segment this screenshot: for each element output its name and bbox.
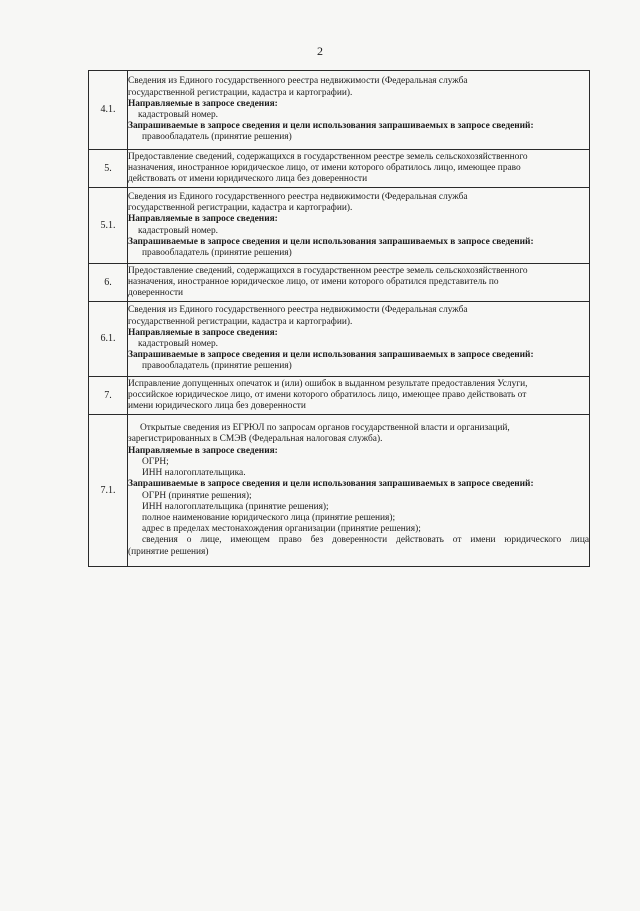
table-row	[89, 71, 590, 150]
row-content	[128, 377, 590, 415]
text-line: кадастровый номер.	[138, 339, 218, 349]
text-line: государственной регистрации, кадастра и картографии).	[128, 316, 353, 327]
row-content	[128, 264, 590, 302]
text-line: сведения о лице, имеющем право без доверенности действовать от имени юридического лица	[142, 535, 589, 546]
text-line: Исправление допущенных опечаток и (или) ошибок в выданном результате предоставления Услуги,	[128, 378, 528, 389]
row-content	[128, 415, 590, 567]
text-line: Сведения из Единого государственного реестра недвижимости (Федеральная служба	[128, 191, 468, 202]
services-table	[88, 70, 590, 567]
text-line: (принятие решения)	[128, 546, 209, 557]
row-content	[128, 188, 590, 264]
text-line: Предоставление сведений, содержащихся в государственном реестре земель сельскохозяйственного	[128, 151, 528, 162]
text-line: назначения, иностранное юридическое лицо, от имени которого обратился представитель по	[128, 276, 499, 287]
row-number: 4.1.	[89, 71, 128, 150]
text-line: адрес в пределах местонахождения организации (принятие решения);	[142, 524, 421, 535]
page-number: 2	[317, 44, 323, 58]
text-line: кадастровый номер.	[138, 225, 218, 236]
section-heading: Запрашиваемые в запросе сведения и цели использования запрашиваемых в запросе сведений:	[128, 479, 534, 490]
text-line: полное наименование юридического лица (принятие решения);	[142, 512, 396, 523]
row-number: 7.1.	[89, 415, 128, 567]
table-row	[89, 150, 590, 188]
table-row	[89, 188, 590, 264]
text-line: государственной регистрации, кадастра и картографии).	[128, 87, 353, 98]
text-line: кадастровый номер.	[138, 110, 218, 120]
text-line: государственной регистрации, кадастра и картографии).	[128, 203, 353, 214]
row-number: 5.	[89, 150, 128, 188]
row-content	[128, 302, 590, 377]
row-content	[128, 71, 590, 150]
section-heading: Направляемые в запросе сведения:	[128, 327, 278, 338]
row-number: 7.	[89, 377, 128, 415]
section-heading: Запрашиваемые в запросе сведения и цели использования запрашиваемых в запросе сведений:	[128, 121, 534, 132]
text-line: ОГРН (принятие решения);	[142, 490, 252, 501]
text-line: Сведения из Единого государственного реестра недвижимости (Федеральная служба	[128, 305, 468, 316]
text-line: правообладатель (принятие решения)	[142, 247, 292, 258]
text-line: назначения, иностранное юридическое лицо, от имени которого обратилось лицо, имеющее право	[128, 162, 521, 173]
table-row	[89, 377, 590, 415]
section-heading: Направляемые в запросе сведения:	[128, 98, 278, 109]
text-line: правообладатель (принятие решения)	[142, 132, 292, 143]
row-number: 6.1.	[89, 302, 128, 377]
text-line: ИНН налогоплательщика (принятие решения);	[142, 501, 329, 512]
section-heading: Направляемые в запросе сведения:	[128, 445, 278, 456]
table-row	[89, 264, 590, 302]
section-heading: Запрашиваемые в запросе сведения и цели использования запрашиваемых в запросе сведений:	[128, 236, 534, 247]
text-line: ОГРН;	[142, 456, 169, 467]
text-line: ИНН налогоплательщика.	[142, 468, 246, 479]
text-line: российское юридическое лицо, от имени которого обратилось лицо, имеющее право действовать от	[128, 389, 527, 400]
section-heading: Направляемые в запросе сведения:	[128, 214, 278, 225]
text-line: действовать от имени юридического лица без доверенности	[128, 174, 368, 185]
text-line: имени юридического лица без доверенности	[128, 401, 306, 412]
table-row	[89, 302, 590, 377]
text-line: зарегистрированных в СМЭВ (Федеральная налоговая служба).	[128, 434, 383, 445]
text-line: доверенности	[128, 288, 184, 299]
text-line: правообладатель (принятие решения)	[142, 361, 292, 372]
row-content	[128, 150, 590, 188]
row-number: 6.	[89, 264, 128, 302]
row-number: 5.1.	[89, 188, 128, 264]
text-line: Открытые сведения из ЕГРЮЛ по запросам органов государственной власти и организаций,	[140, 423, 510, 434]
section-heading: Запрашиваемые в запросе сведения и цели использования запрашиваемых в запросе сведений:	[128, 350, 534, 361]
table-row	[89, 415, 590, 567]
text-line: Предоставление сведений, содержащихся в государственном реестре земель сельскохозяйственного	[128, 265, 528, 276]
text-line: Сведения из Единого государственного реестра недвижимости (Федеральная служба	[128, 76, 468, 87]
